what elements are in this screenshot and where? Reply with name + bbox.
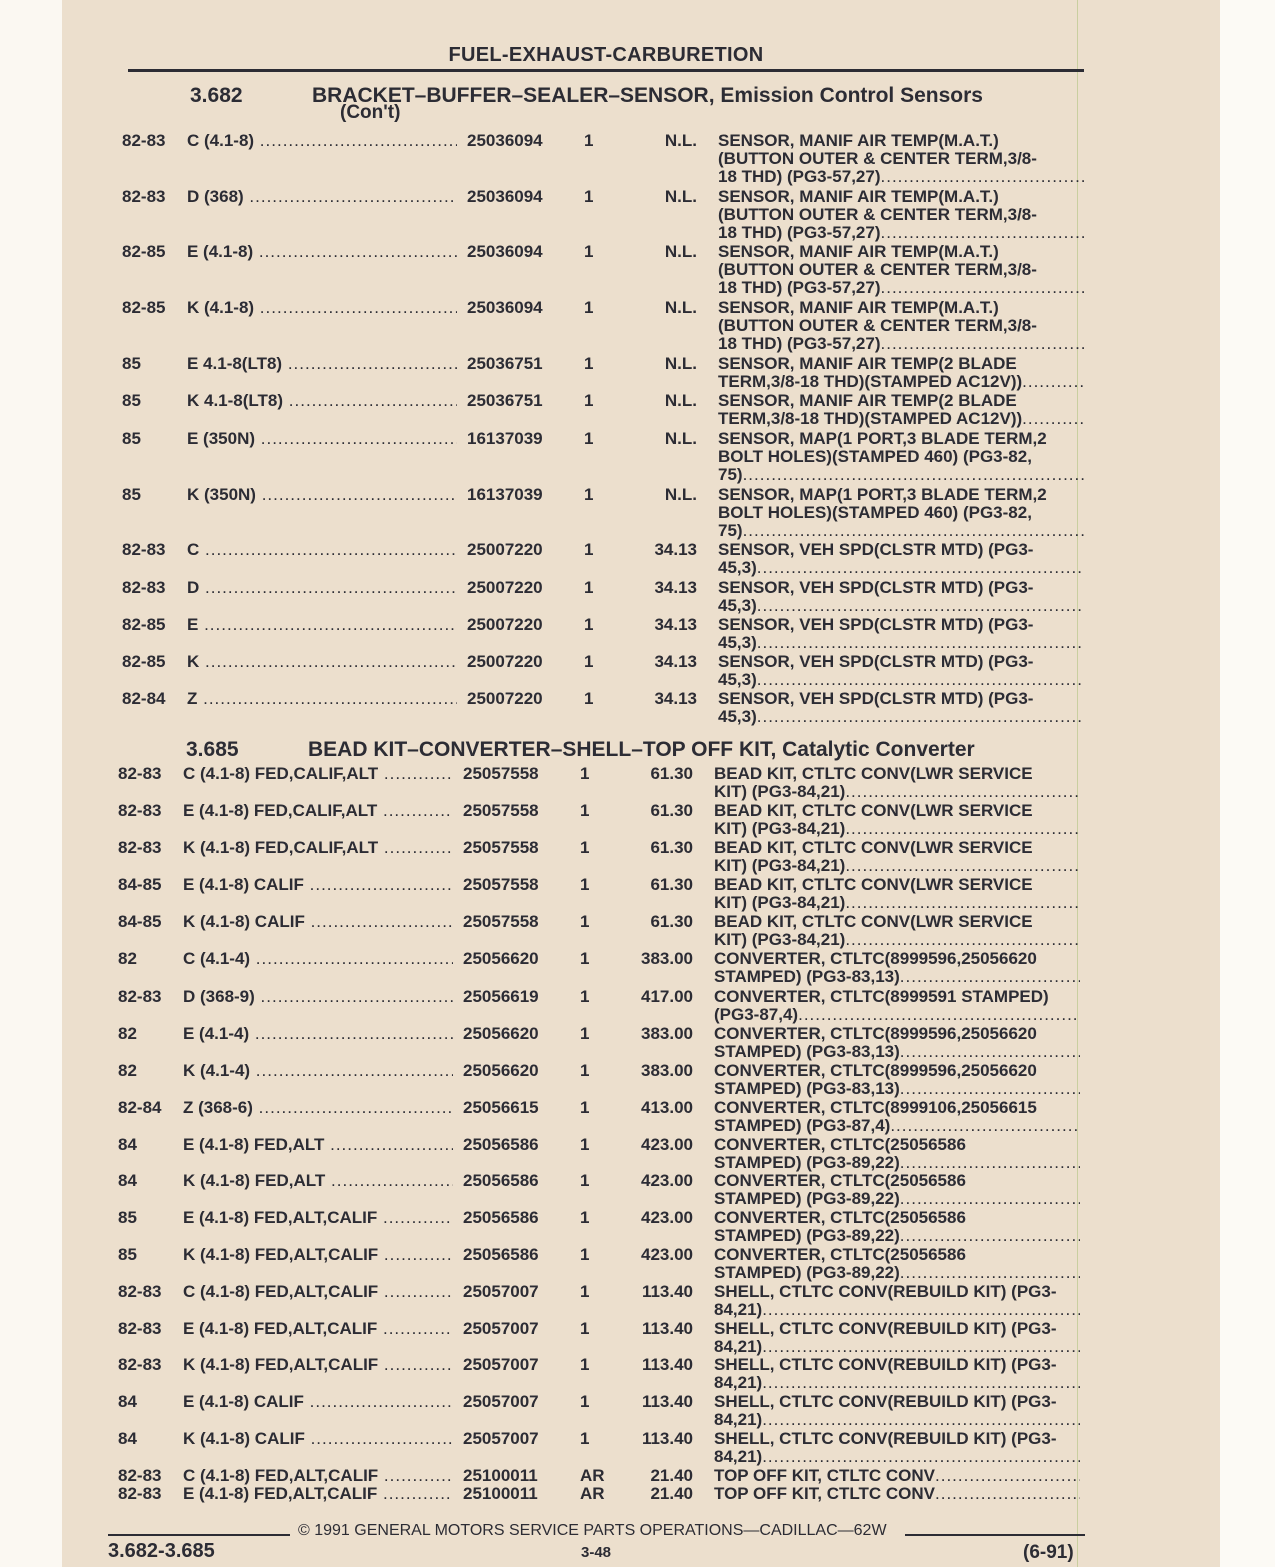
price-cell: 423.00 (641, 1135, 693, 1154)
price-cell: 113.40 (641, 1392, 693, 1411)
quantity-cell: 1 (580, 987, 590, 1006)
description-text: CONVERTER, CTLTC(25056586 STAMPED) (PG3-89,22) (714, 1209, 966, 1245)
table-row (122, 242, 1084, 297)
quantity-cell: 1 (580, 1429, 590, 1448)
part-number-cell: 25100011 (463, 1467, 563, 1485)
description-cell (714, 802, 1080, 838)
year-cell: 82-83 (118, 801, 162, 820)
description-text: CONVERTER, CTLTC(8999591 STAMPED) (PG3-87,4) (714, 988, 1049, 1024)
description-text: BEAD KIT, CTLTC CONV(LWR SERVICE KIT) (PG3-84,21) (714, 913, 1033, 949)
year-cell: 84-85 (118, 875, 162, 894)
year-cell: 84-85 (118, 912, 162, 931)
description-text: SENSOR, MANIF AIR TEMP(M.A.T.) (BUTTON OUTER & CENTER TERM,3/8- 18 THD) (PG3-57,27) (718, 132, 1037, 186)
section-title: BRACKET–BUFFER–SEALER–SENSOR, Emission Control Sensors (312, 84, 983, 107)
price-cell: 34.13 (654, 652, 697, 671)
year-cell: 85 (118, 1245, 137, 1264)
quantity-cell: 1 (584, 298, 594, 317)
description-text: SENSOR, MANIF AIR TEMP(M.A.T.) (BUTTON OUTER & CENTER TERM,3/8- 18 THD) (PG3-57,27) (718, 299, 1037, 353)
year-cell: 82 (118, 1061, 137, 1080)
part-number-cell: 25056586 (463, 1246, 563, 1264)
description-cell (714, 950, 1080, 986)
part-number-cell: 25056586 (463, 1136, 563, 1154)
quantity-cell: 1 (584, 615, 594, 634)
quantity-cell: 1 (580, 764, 590, 783)
description-text: CONVERTER, CTLTC(8999596,25056620 STAMPED) (PG3-83,13) (714, 1062, 1037, 1098)
year-cell: 82-83 (118, 987, 162, 1006)
section-title: BEAD KIT–CONVERTER–SHELL–TOP OFF KIT, Catalytic Converter (308, 738, 975, 761)
year-cell: 84 (118, 1171, 137, 1190)
description-cell (718, 430, 1084, 484)
year-cell: 82-83 (118, 1484, 162, 1503)
year-cell: 82-83 (118, 838, 162, 857)
scan-margin-right (1220, 0, 1275, 1567)
part-number-cell: 25056619 (463, 988, 563, 1006)
table-row (118, 1283, 1080, 1320)
model-cell: K (4.1-8) CALIF ..... (183, 1430, 453, 1448)
table-row (118, 1393, 1080, 1430)
model-cell: C (4.1-4) ..... (183, 950, 453, 968)
description-cell (714, 1485, 1080, 1503)
description-text: SHELL, CTLTC CONV(REBUILD KIT) (PG3- 84,21) (714, 1356, 1057, 1392)
description-text: TOP OFF KIT, CTLTC CONV (714, 1485, 935, 1503)
model-cell: K (4.1-8) FED,CALIF,ALT ..... (183, 839, 453, 857)
part-number-cell: 25056615 (463, 1099, 563, 1117)
price-cell: 383.00 (641, 1024, 693, 1043)
year-cell: 82-83 (118, 1319, 162, 1338)
section-number: 3.685 (186, 738, 239, 761)
description-text: SHELL, CTLTC CONV(REBUILD KIT) (PG3- 84,21) (714, 1393, 1057, 1429)
model-cell: C (4.1-8) FED,ALT,CALIF ..... (183, 1283, 453, 1301)
table-row (122, 298, 1084, 353)
year-cell: 82-85 (122, 242, 166, 261)
model-cell: D (368-9) ..... (183, 988, 453, 1006)
quantity-cell: 1 (584, 391, 594, 410)
part-number-cell: 25057558 (463, 839, 563, 857)
table-row (122, 653, 1084, 690)
footer-rule-right (905, 1534, 1085, 1536)
quantity-cell: 1 (584, 578, 594, 597)
description-text: SENSOR, MANIF AIR TEMP(M.A.T.) (BUTTON OUTER & CENTER TERM,3/8- 18 THD) (PG3-57,27) (718, 243, 1037, 297)
table-row (118, 802, 1080, 839)
price-cell: 34.13 (654, 540, 697, 559)
quantity-cell: 1 (584, 485, 594, 504)
quantity-cell: 1 (580, 1245, 590, 1264)
scan-margin-left (0, 0, 62, 1567)
year-cell: 82-83 (118, 1466, 162, 1485)
part-number-cell: 16137039 (467, 430, 567, 448)
model-cell: K (4.1-8) FED,ALT ..... (183, 1172, 453, 1190)
table-row (118, 1062, 1080, 1099)
description-cell (714, 1025, 1080, 1061)
description-text: BEAD KIT, CTLTC CONV(LWR SERVICE KIT) (PG3-84,21) (714, 765, 1033, 801)
model-cell: E (4.1-8) FED,ALT,CALIF ..... (183, 1485, 453, 1503)
model-cell: E (4.1-8) FED,ALT,CALIF ..... (183, 1320, 453, 1338)
model-cell: K 4.1-8(LT8) ..... (187, 392, 457, 410)
price-cell: 423.00 (641, 1245, 693, 1264)
model-cell: C (4.1-8) ..... (187, 132, 457, 150)
price-cell: 34.13 (654, 615, 697, 634)
section-range: 3.682-3.685 (108, 1540, 215, 1562)
part-number-cell: 16137039 (467, 486, 567, 504)
description-cell (714, 988, 1080, 1024)
part-number-cell: 25056586 (463, 1172, 563, 1190)
price-cell: 61.30 (650, 912, 693, 931)
description-text: CONVERTER, CTLTC(8999106,25056615 STAMPED) (PG3-87,4) (714, 1099, 1037, 1135)
description-text: SENSOR, VEH SPD(CLSTR MTD) (PG3- 45,3) (718, 653, 1034, 689)
description-text: SENSOR, VEH SPD(CLSTR MTD) (PG3- 45,3) (718, 690, 1034, 726)
year-cell: 85 (122, 354, 141, 373)
price-cell: N.L. (664, 131, 697, 150)
model-cell: K (4.1-8) FED,ALT,CALIF ..... (183, 1246, 453, 1264)
part-number-cell: 25056620 (463, 950, 563, 968)
year-cell: 82-85 (122, 615, 166, 634)
year-cell: 82 (118, 949, 137, 968)
table-row (122, 541, 1084, 578)
description-text: BEAD KIT, CTLTC CONV(LWR SERVICE KIT) (PG3-84,21) (714, 802, 1033, 838)
description-cell (714, 1467, 1080, 1485)
part-number-cell: 25036094 (467, 132, 567, 150)
table-row (122, 579, 1084, 616)
year-cell: 82-83 (122, 187, 166, 206)
table-row (118, 876, 1080, 913)
table-row (122, 690, 1084, 727)
description-cell (714, 765, 1080, 801)
part-number-cell: 25036094 (467, 243, 567, 261)
quantity-cell: 1 (584, 187, 594, 206)
description-text: SENSOR, MANIF AIR TEMP(2 BLADE TERM,3/8-18 THD)(STAMPED AC12V)) (718, 392, 1023, 428)
year-cell: 85 (118, 1208, 137, 1227)
quantity-cell: AR (580, 1484, 605, 1503)
description-cell (714, 839, 1080, 875)
quantity-cell: 1 (580, 1319, 590, 1338)
part-number-cell: 25057558 (463, 802, 563, 820)
table-row (118, 913, 1080, 950)
description-text: SENSOR, VEH SPD(CLSTR MTD) (PG3- 45,3) (718, 616, 1034, 652)
header-rule (128, 69, 1084, 72)
quantity-cell: 1 (584, 652, 594, 671)
part-number-cell: 25057007 (463, 1393, 563, 1411)
description-text: SHELL, CTLTC CONV(REBUILD KIT) (PG3- 84,21) (714, 1283, 1057, 1319)
price-cell: N.L. (664, 242, 697, 261)
model-cell: D ..... (187, 579, 457, 597)
quantity-cell: 1 (580, 1098, 590, 1117)
model-cell: E (4.1-4) ..... (183, 1025, 453, 1043)
description-text: SENSOR, MAP(1 PORT,3 BLADE TERM,2 BOLT HOLES)(STAMPED 460) (PG3-82, 75) (718, 486, 1047, 540)
section-subtitle: (Con't) (340, 102, 401, 123)
year-cell: 85 (122, 429, 141, 448)
description-cell (718, 243, 1084, 297)
description-cell (714, 1356, 1080, 1392)
description-text: CONVERTER, CTLTC(8999596,25056620 STAMPED) (PG3-83,13) (714, 1025, 1037, 1061)
description-cell (714, 876, 1080, 912)
description-cell (714, 1136, 1080, 1172)
part-number-cell: 25057558 (463, 876, 563, 894)
price-cell: 413.00 (641, 1098, 693, 1117)
table-row (122, 392, 1084, 429)
description-text: SENSOR, VEH SPD(CLSTR MTD) (PG3- 45,3) (718, 541, 1034, 577)
year-cell: 84 (118, 1135, 137, 1154)
price-cell: 383.00 (641, 949, 693, 968)
description-text: SHELL, CTLTC CONV(REBUILD KIT) (PG3- 84,21) (714, 1320, 1057, 1356)
description-cell (714, 1099, 1080, 1135)
quantity-cell: 1 (584, 540, 594, 559)
quantity-cell: 1 (580, 1061, 590, 1080)
price-cell: 113.40 (641, 1282, 693, 1301)
table-row (118, 1320, 1080, 1357)
year-cell: 84 (118, 1429, 137, 1448)
part-number-cell: 25007220 (467, 653, 567, 671)
model-cell: E (4.1-8) FED,ALT ..... (183, 1136, 453, 1154)
quantity-cell: 1 (580, 1392, 590, 1411)
description-cell (714, 1393, 1080, 1429)
model-cell: K (4.1-8) FED,ALT,CALIF ..... (183, 1356, 453, 1374)
price-cell: 61.30 (650, 838, 693, 857)
table-row (122, 187, 1084, 242)
quantity-cell: AR (580, 1466, 605, 1485)
table-row (118, 1136, 1080, 1173)
model-cell: E (4.1-8) FED,CALIF,ALT ..... (183, 802, 453, 820)
model-cell: E (4.1-8) CALIF ..... (183, 876, 453, 894)
model-cell: K (350N) ..... (187, 486, 457, 504)
year-cell: 82-83 (118, 1355, 162, 1374)
description-cell (714, 1283, 1080, 1319)
description-cell (714, 1209, 1080, 1245)
quantity-cell: 1 (584, 429, 594, 448)
description-cell (718, 690, 1084, 726)
table-row (118, 1246, 1080, 1283)
part-number-cell: 25007220 (467, 579, 567, 597)
model-cell: Z ..... (187, 690, 457, 708)
quantity-cell: 1 (580, 1171, 590, 1190)
quantity-cell: 1 (580, 1024, 590, 1043)
description-text: CONVERTER, CTLTC(25056586 STAMPED) (PG3-89,22) (714, 1136, 966, 1172)
quantity-cell: 1 (580, 949, 590, 968)
description-text: SENSOR, MAP(1 PORT,3 BLADE TERM,2 BOLT HOLES)(STAMPED 460) (PG3-82, 75) (718, 430, 1047, 484)
description-cell (718, 299, 1084, 353)
price-cell: 21.40 (650, 1466, 693, 1485)
part-number-cell: 25036094 (467, 299, 567, 317)
quantity-cell: 1 (580, 1208, 590, 1227)
price-cell: N.L. (664, 354, 697, 373)
part-number-cell: 25057007 (463, 1356, 563, 1374)
model-cell: K (4.1-8) CALIF ..... (183, 913, 453, 931)
price-cell: 61.30 (650, 801, 693, 820)
model-cell: C (4.1-8) FED,CALIF,ALT ..... (183, 765, 453, 783)
table-row (122, 131, 1084, 186)
description-cell (718, 541, 1084, 577)
footer-rule-left (108, 1534, 290, 1536)
part-number-cell: 25036094 (467, 188, 567, 206)
year-cell: 82-85 (122, 652, 166, 671)
table-row (122, 616, 1084, 653)
year-cell: 85 (122, 485, 141, 504)
price-cell: 113.40 (641, 1429, 693, 1448)
part-number-cell: 25056620 (463, 1025, 563, 1043)
model-cell: K (4.1-8) ..... (187, 299, 457, 317)
table-row (118, 1430, 1080, 1467)
part-number-cell: 25056620 (463, 1062, 563, 1080)
description-cell (714, 1430, 1080, 1466)
year-cell: 82-83 (122, 540, 166, 559)
description-text: SENSOR, MANIF AIR TEMP(M.A.T.) (BUTTON OUTER & CENTER TERM,3/8- 18 THD) (PG3-57,27) (718, 188, 1037, 242)
description-text: TOP OFF KIT, CTLTC CONV (714, 1467, 935, 1485)
model-cell: E (350N) ..... (187, 430, 457, 448)
price-cell: 423.00 (641, 1171, 693, 1190)
model-cell: D (368) ..... (187, 188, 457, 206)
model-cell: E (4.1-8) FED,ALT,CALIF ..... (183, 1209, 453, 1227)
part-number-cell: 25007220 (467, 541, 567, 559)
price-cell: N.L. (664, 187, 697, 206)
table-row (118, 1356, 1080, 1393)
year-cell: 82-84 (118, 1098, 162, 1117)
description-text: CONVERTER, CTLTC(25056586 STAMPED) (PG3-89,22) (714, 1172, 966, 1208)
part-number-cell: 25056586 (463, 1209, 563, 1227)
description-cell (718, 579, 1084, 615)
table-row (118, 839, 1080, 876)
table-row (118, 988, 1080, 1025)
price-cell: N.L. (664, 298, 697, 317)
quantity-cell: 1 (580, 1135, 590, 1154)
model-cell: K ..... (187, 653, 457, 671)
model-cell: Z (368-6) ..... (183, 1099, 453, 1117)
page-number: 3-48 (581, 1544, 612, 1561)
year-cell: 84 (118, 1392, 137, 1411)
description-cell (718, 616, 1084, 652)
part-number-cell: 25036751 (467, 355, 567, 373)
model-cell: E ..... (187, 616, 457, 634)
description-cell (718, 486, 1084, 540)
table-row (118, 1485, 1080, 1522)
page-title: FUEL-EXHAUST-CARBURETION (448, 44, 764, 66)
model-cell: E 4.1-8(LT8) ..... (187, 355, 457, 373)
table-row (118, 950, 1080, 987)
price-cell: 113.40 (641, 1355, 693, 1374)
price-cell: 34.13 (654, 578, 697, 597)
model-cell: E (4.1-8) CALIF ..... (183, 1393, 453, 1411)
quantity-cell: 1 (580, 1355, 590, 1374)
description-cell (718, 355, 1084, 391)
part-number-cell: 25057007 (463, 1320, 563, 1338)
description-cell (714, 1172, 1080, 1208)
quantity-cell: 1 (580, 838, 590, 857)
table-row (118, 1025, 1080, 1062)
description-cell (718, 653, 1084, 689)
description-cell (714, 1320, 1080, 1356)
description-text: SENSOR, VEH SPD(CLSTR MTD) (PG3- 45,3) (718, 579, 1034, 615)
price-cell: 61.30 (650, 875, 693, 894)
table-row (122, 429, 1084, 484)
table-row (118, 1209, 1080, 1246)
part-number-cell: 25057558 (463, 765, 563, 783)
table-row (118, 765, 1080, 802)
price-cell: 113.40 (641, 1319, 693, 1338)
price-cell: 61.30 (650, 764, 693, 783)
year-cell: 82-83 (122, 131, 166, 150)
price-cell: 21.40 (650, 1484, 693, 1503)
description-text: SHELL, CTLTC CONV(REBUILD KIT) (PG3- 84,21) (714, 1430, 1057, 1466)
part-number-cell: 25007220 (467, 690, 567, 708)
price-cell: 423.00 (641, 1208, 693, 1227)
year-cell: 82-85 (122, 298, 166, 317)
table-row (118, 1172, 1080, 1209)
description-cell (718, 392, 1084, 428)
price-cell: 383.00 (641, 1061, 693, 1080)
year-cell: 85 (122, 391, 141, 410)
quantity-cell: 1 (580, 801, 590, 820)
part-number-cell: 25057558 (463, 913, 563, 931)
part-number-cell: 25057007 (463, 1283, 563, 1301)
quantity-cell: 1 (584, 242, 594, 261)
model-cell: C ..... (187, 541, 457, 559)
year-cell: 82-84 (122, 689, 166, 708)
part-number-cell: 25007220 (467, 616, 567, 634)
description-cell (714, 1062, 1080, 1098)
description-text: CONVERTER, CTLTC(25056586 STAMPED) (PG3-89,22) (714, 1246, 966, 1282)
description-cell (718, 188, 1084, 242)
price-cell: N.L. (664, 429, 697, 448)
part-number-cell: 25100011 (463, 1485, 563, 1503)
copyright-notice: © 1991 GENERAL MOTORS SERVICE PARTS OPERATIONS—CADILLAC—62W (298, 1522, 887, 1539)
description-text: CONVERTER, CTLTC(8999596,25056620 STAMPED) (PG3-83,13) (714, 950, 1037, 986)
price-cell: N.L. (664, 485, 697, 504)
price-cell: 417.00 (641, 987, 693, 1006)
model-cell: K (4.1-4) ..... (183, 1062, 453, 1080)
table-row (122, 485, 1084, 540)
quantity-cell: 1 (584, 354, 594, 373)
year-cell: 82 (118, 1024, 137, 1043)
quantity-cell: 1 (580, 1282, 590, 1301)
description-cell (714, 1246, 1080, 1282)
description-text: BEAD KIT, CTLTC CONV(LWR SERVICE KIT) (PG3-84,21) (714, 839, 1033, 875)
model-cell: C (4.1-8) FED,ALT,CALIF ..... (183, 1467, 453, 1485)
quantity-cell: 1 (584, 131, 594, 150)
part-number-cell: 25057007 (463, 1430, 563, 1448)
part-number-cell: 25036751 (467, 392, 567, 410)
section-number: 3.682 (190, 84, 243, 107)
quantity-cell: 1 (584, 689, 594, 708)
price-cell: N.L. (664, 391, 697, 410)
quantity-cell: 1 (580, 912, 590, 931)
model-cell: E (4.1-8) ..... (187, 243, 457, 261)
year-cell: 82-83 (118, 1282, 162, 1301)
price-cell: 34.13 (654, 689, 697, 708)
table-row (122, 355, 1084, 392)
revision-date: (6-91) (1023, 1542, 1074, 1563)
description-text: BEAD KIT, CTLTC CONV(LWR SERVICE KIT) (PG3-84,21) (714, 876, 1033, 912)
quantity-cell: 1 (580, 875, 590, 894)
table-row (118, 1099, 1080, 1136)
description-cell (718, 132, 1084, 186)
description-text: SENSOR, MANIF AIR TEMP(2 BLADE TERM,3/8-18 THD)(STAMPED AC12V)) (718, 355, 1023, 391)
description-cell (714, 913, 1080, 949)
year-cell: 82-83 (118, 764, 162, 783)
year-cell: 82-83 (122, 578, 166, 597)
